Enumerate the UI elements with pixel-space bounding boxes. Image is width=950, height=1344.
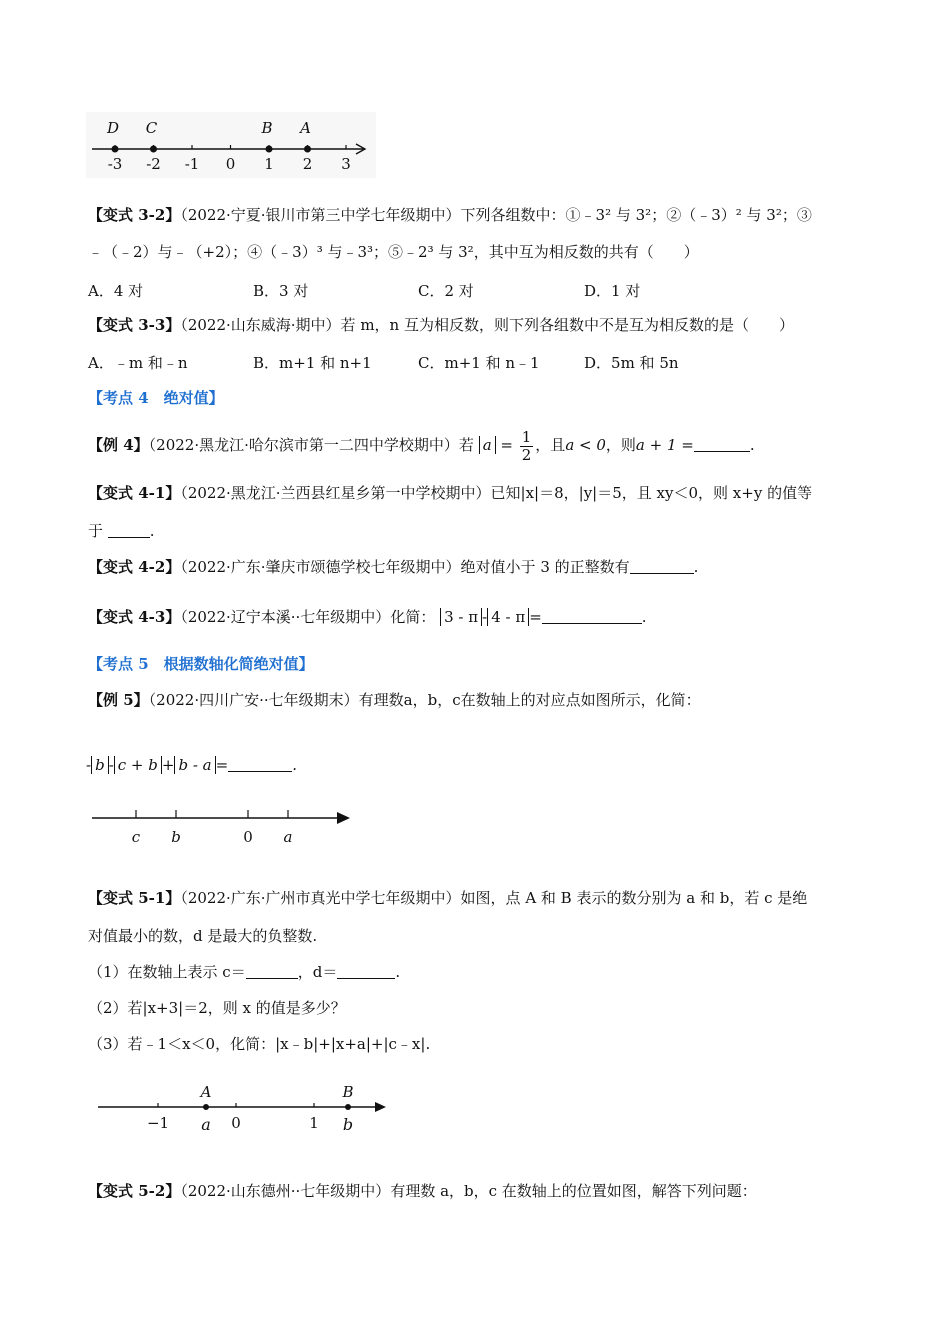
answer-blank-c[interactable] xyxy=(246,962,298,979)
source: （2022·山东德州··七年级期中） xyxy=(180,1182,391,1200)
variable-label: a xyxy=(201,1115,211,1134)
question-text: 如图，点 A 和 B 表示的数分别为 a 和 b，若 c 是绝 xyxy=(460,889,808,907)
variant-5-1-line-1 xyxy=(88,887,807,909)
source: （2022·广东·肇庆市颂德学校七年级期中） xyxy=(180,558,461,576)
period: . xyxy=(149,522,155,540)
period: . xyxy=(749,436,755,454)
question-text: 下列各组数中：①﹣3² 与 3²；②（﹣3）² 与 3²；③ xyxy=(460,206,812,224)
tick-label: c xyxy=(131,828,141,846)
sub-question-1 xyxy=(88,961,400,983)
variant-tag: 【变式 5-2】 xyxy=(88,1182,181,1200)
tick-label: -2 xyxy=(146,155,161,173)
variant-5-2-line xyxy=(88,1180,757,1202)
question-text: 绝对值小于 3 的正整数有 xyxy=(460,558,630,576)
choice-d[interactable]: D．1 对 xyxy=(584,282,641,300)
variant-tag: 【变式 3-3】 xyxy=(88,316,181,334)
condition: a < 0 xyxy=(565,436,606,454)
choice-c[interactable]: C．2 对 xyxy=(418,282,474,300)
example-tag: 【例 4】 xyxy=(88,436,149,454)
tick-label: 2 xyxy=(302,155,313,173)
variant-3-2-line-2 xyxy=(88,241,699,263)
text: 化简： xyxy=(390,608,436,626)
source: （2022·辽宁本溪··七年级期中） xyxy=(180,608,391,626)
equals: = xyxy=(495,436,518,454)
abs-b: b xyxy=(91,756,109,774)
question-text: ﹣（﹣2）与﹣（+2）；④（﹣3）³ 与﹣3³；⑤﹣2³ 与 3²，其中互为相反数的共有（ ） xyxy=(88,243,699,261)
sub-question-2: （2）若|x+3|＝2，则 x 的值是多少？ xyxy=(88,999,346,1017)
period: . xyxy=(693,558,699,576)
minus: - xyxy=(86,756,92,774)
tick-label: 0 xyxy=(231,1114,241,1132)
number-line-figure-3 xyxy=(94,1078,394,1138)
question-text: 若 m，n 互为相反数，则下列各组数中不是互为相反数的是（ ） xyxy=(340,316,794,334)
choice-a[interactable]: A．﹣m 和﹣n xyxy=(88,354,188,372)
choice-b[interactable]: B．m+1 和 n+1 xyxy=(253,354,372,372)
choice-a[interactable]: A．4 对 xyxy=(88,282,144,300)
text: ，d＝ xyxy=(297,963,338,981)
variant-4-1-line-1 xyxy=(88,482,812,504)
answer-blank[interactable] xyxy=(630,557,694,574)
source: （2022·四川广安··七年级期末） xyxy=(148,691,359,709)
point-label: B xyxy=(342,1083,354,1101)
tick-label: -1 xyxy=(184,155,200,173)
tick-label: b xyxy=(171,828,181,846)
source: （2022·黑龙江·哈尔滨市第一二四中学校期中） xyxy=(148,436,459,454)
abs-a: a xyxy=(479,436,496,454)
expression: a + 1 = xyxy=(635,436,694,454)
text: 若 xyxy=(458,436,474,454)
question-text: 有理数 a，b，c 在数轴上的位置如图，解答下列问题： xyxy=(390,1182,757,1200)
text: （1）在数轴上表示 c＝ xyxy=(88,963,246,981)
tick-label: 0 xyxy=(243,828,253,846)
variant-tag: 【变式 4-1】 xyxy=(88,484,181,502)
variant-tag: 【变式 5-1】 xyxy=(88,889,181,907)
question-text: 已知|x|＝8，|y|＝5，且 xy＜0，则 x+y 的值等 xyxy=(490,484,813,502)
variant-4-1-line-2 xyxy=(88,520,155,542)
plus: + xyxy=(161,756,175,774)
text: ，且 xyxy=(535,436,566,454)
source: （2022·宁夏·银川市第三中学七年级期中） xyxy=(180,206,461,224)
point-c xyxy=(150,146,157,153)
tick-label: 0 xyxy=(225,155,236,173)
variant-tag: 【变式 3-2】 xyxy=(88,206,181,224)
sub-question-3: （3）若﹣1＜x＜0，化简：|x﹣b|+|x+a|+|c﹣x|. xyxy=(88,1035,431,1053)
text: ，则 xyxy=(605,436,636,454)
point-label: A xyxy=(200,1083,212,1101)
abs-4-minus-pi: 4 - π xyxy=(487,608,529,626)
point-d xyxy=(112,146,119,153)
fraction-one-half xyxy=(520,429,534,464)
variant-4-3-line xyxy=(88,603,647,631)
point-label: D xyxy=(106,119,120,137)
tick-label: a xyxy=(283,828,293,846)
minus: - xyxy=(482,608,488,626)
number-line-figure-1 xyxy=(86,112,376,178)
point-label: B xyxy=(261,119,273,137)
source: （2022·山东威海·期中） xyxy=(180,316,341,334)
tick-label: 1 xyxy=(309,1114,319,1132)
point-label: A xyxy=(300,119,311,137)
tick-label: 1 xyxy=(264,155,274,173)
number-line-figure-2 xyxy=(88,800,358,852)
variant-4-2-line xyxy=(88,556,698,578)
section-heading-5: 【考点 5 根据数轴化简绝对值】 xyxy=(88,655,314,673)
point-b xyxy=(345,1104,351,1110)
variant-tag: 【变式 4-3】 xyxy=(88,608,181,626)
text: 于 xyxy=(88,522,108,540)
point-a xyxy=(203,1104,209,1110)
question-text: 对值最小的数，d 是最大的负整数. xyxy=(88,927,318,945)
example-tag: 【例 5】 xyxy=(88,691,149,709)
numerator: 1 xyxy=(521,427,532,446)
example-5-expression xyxy=(86,752,297,778)
minus: - xyxy=(108,756,114,774)
variable-label: b xyxy=(342,1115,354,1134)
tick-label: -3 xyxy=(107,155,123,173)
choice-c[interactable]: C．m+1 和 n﹣1 xyxy=(418,354,540,372)
source: （2022·广东·广州市真光中学七年级期中） xyxy=(180,889,461,907)
source: （2022·黑龙江·兰西县红星乡第一中学校期中） xyxy=(180,484,491,502)
period: . xyxy=(292,756,297,774)
point-label: C xyxy=(145,119,158,137)
choice-d[interactable]: D．5m 和 5n xyxy=(584,354,679,372)
answer-blank-d[interactable] xyxy=(337,962,395,979)
answer-blank[interactable] xyxy=(108,521,150,538)
point-a xyxy=(304,146,311,153)
abs-3-minus-pi: 3 - π xyxy=(440,608,482,626)
period: . xyxy=(641,608,647,626)
answer-blank[interactable] xyxy=(542,607,642,624)
equals: = xyxy=(529,608,542,626)
question-text: 有理数a，b，c在数轴上的对应点如图所示，化简： xyxy=(358,691,701,709)
point-b xyxy=(266,146,273,153)
equals: = xyxy=(215,756,229,774)
answer-blank[interactable] xyxy=(228,755,292,772)
period: . xyxy=(395,963,401,981)
variant-tag: 【变式 4-2】 xyxy=(88,558,181,576)
tick-label: 3 xyxy=(341,155,351,173)
example-5-line xyxy=(88,689,701,711)
variant-3-2-line-1 xyxy=(88,204,812,226)
tick-label: −1 xyxy=(146,1114,170,1132)
variant-3-3-line xyxy=(88,314,794,336)
abs-c-plus-b: c + b xyxy=(114,756,162,774)
answer-blank[interactable] xyxy=(694,435,750,452)
variant-5-1-line-2 xyxy=(88,925,317,947)
example-4-line xyxy=(88,428,755,464)
choice-b[interactable]: B．3 对 xyxy=(253,282,309,300)
denominator: 2 xyxy=(521,445,532,464)
abs-b-minus-a: b - a xyxy=(174,756,215,774)
section-heading-4: 【考点 4 绝对值】 xyxy=(88,389,224,407)
